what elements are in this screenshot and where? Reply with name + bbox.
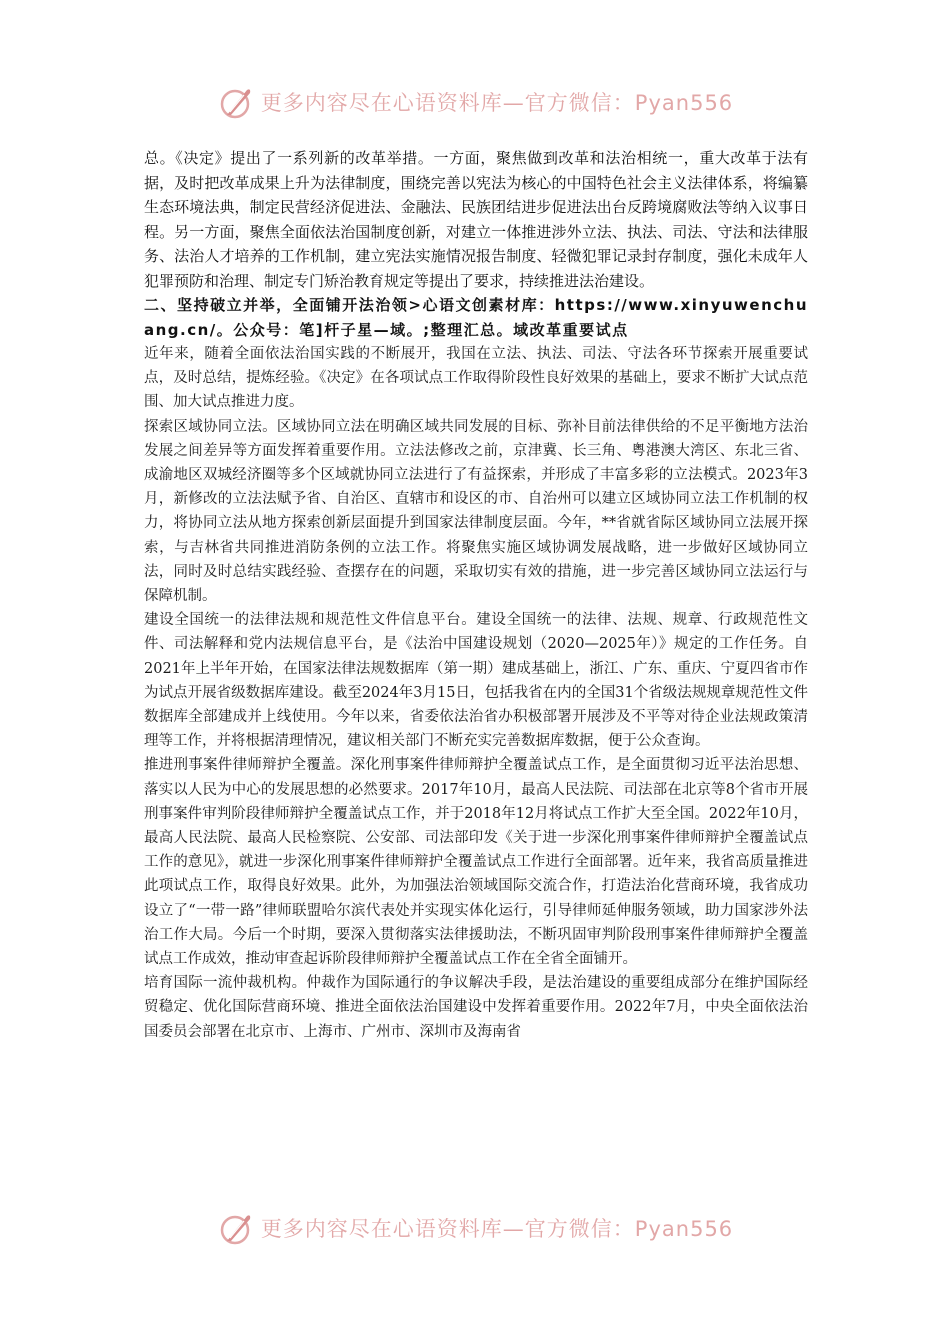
paragraph-law-database: 建设全国统一的法律法规和规范性文件信息平台。建设全国统一的法律、法规、规章、行政规范性文件、司法解释和党内法规信息平台，是《法治中国建设规划（2020—2025年）》规定的工作任务。自2021年上半年开始，在国家法律法规数据库（第一期）建成基础上，浙江、广东、重庆、宁夏四省市作为试点开展省级数据库建设。截至2024年3月15日，包括我省在内的全国31个省级法规规章规范性文件数据库全部建成并上线使用。今年以来，省委依法治省办积极部署开展涉及不平等对待企业法规政策清理等工作，并将根据清理情况，建议相关部门不断充实完善数据库数据，便于公众查询。 (144, 612, 808, 750)
footer-watermark-banner (0, 1208, 950, 1248)
header-watermark-text: 更多内容尽在心语资料库—官方微信：Pyan556 (260, 91, 734, 115)
footer-watermark-text: 更多内容尽在心语资料库—官方微信：Pyan556 (260, 1217, 734, 1241)
intro-paragraph: 总。《决定》提出了一系列新的改革举措。一方面，聚焦做到改革和法治相统一，重大改革于法有据，及时把改革成果上升为法律制度，围绕完善以宪法为核心的中国特色社会主义法律体系，将编纂生态环境法典，制定民营经济促进法、金融法、民族团结进步促进法出台反跨境腐败法等纳入议事日程。另一方面，聚焦全面依法治国制度创新，对建立一体推进涉外立法、执法、司法、守法和法律服务、法治人才培养的工作机制，建立宪法实施情况报告制度、轻微犯罪记录封存制度，强化未成年人犯罪预防和治理、制定专门矫治教育规定等提出了要求，持续推进法治建设。 (144, 149, 808, 290)
paragraph-regional-legislation: 探索区域协同立法。区域协同立法在明确区域共同发展的目标、弥补目前法律供给的不足平衡地方法治发展之间差异等方面发挥着重要作用。立法法修改之前，京津冀、长三角、粤港澳大湾区、东北三省、成渝地区双城经济圈等多个区域就协同立法进行了有益探索，并形成了丰富多彩的立法模式。2023年3月，新修改的立法法赋予省、自治区、直辖市和设区的市、自治州可以建立区域协同立法工作机制的权力，将协同立法从地方探索创新层面提升到国家法律制度层面。今年，**省就省际区域协同立法展开探索，与吉林省共同推进消防条例的立法工作。将聚焦实施区域协调发展战略，进一步做好区域协同立法，同时及时总结实践经验、查摆存在的问题，采取切实有效的措施，进一步完善区域协同立法运行与保障机制。 (144, 418, 808, 605)
quill-pen-circle-icon (217, 1208, 257, 1248)
paragraph-pilot-overview: 近年来，随着全面依法治国实践的不断展开，我国在立法、执法、司法、守法各环节探索开展重要试点，及时总结，提炼经验。《决定》在各项试点工作取得阶段性良好效果的基础上，要求不断扩大试点范围、加大试点推进力度。 (144, 346, 808, 411)
quill-pen-circle-icon (217, 82, 257, 122)
paragraph-arbitration: 培育国际一流仲裁机构。仲裁作为国际通行的争议解决手段，是法治建设的重要组成部分在维护国际经贸稳定、优化国际营商环境、推进全面依法治国建设中发挥着重要作用。2022年7月，中央全面依法治国委员会部署在北京市、上海市、广州市、深圳市及海南省 (144, 975, 808, 1040)
section-heading: 二、坚持破立并举，全面铺开法治领>心语文创素材库：https://www.xinyuwenchuang.cn/。公众号：笔]杆子星—域。;整理汇总。域改革重要试点 (144, 296, 808, 339)
header-watermark-banner (0, 82, 950, 122)
paragraph-defense-coverage: 推进刑事案件律师辩护全覆盖。深化刑事案件律师辩护全覆盖试点工作，是全面贯彻习近平法治思想、落实以人民为中心的发展思想的必然要求。2017年10月，最高人民法院、司法部在北京等8个省市开展刑事案件审判阶段律师辩护全覆盖试点工作，并于2018年12月将试点工作扩大至全国。2022年10月，最高人民法院、最高人民检察院、公安部、司法部印发《关于进一步深化刑事案件律师辩护全覆盖试点工作的意见》，就进一步深化刑事案件律师辩护全覆盖试点工作进行全面部署。近年来，我省高质量推进此项试点工作，取得良好效果。此外，为加强法治领域国际交流合作，打造法治化营商环境，我省成功设立了“一带一路”律师联盟哈尔滨代表处并实现实体化运行，引导律师延伸服务领域，助力国家涉外法治工作大局。今后一个时期，要深入贯彻落实法律援助法，不断巩固审判阶段刑事案件律师辩护全覆盖试点工作成效，推动审查起诉阶段律师辩护全覆盖试点工作在全省全面铺开。 (144, 757, 808, 968)
document-body (144, 146, 808, 1044)
